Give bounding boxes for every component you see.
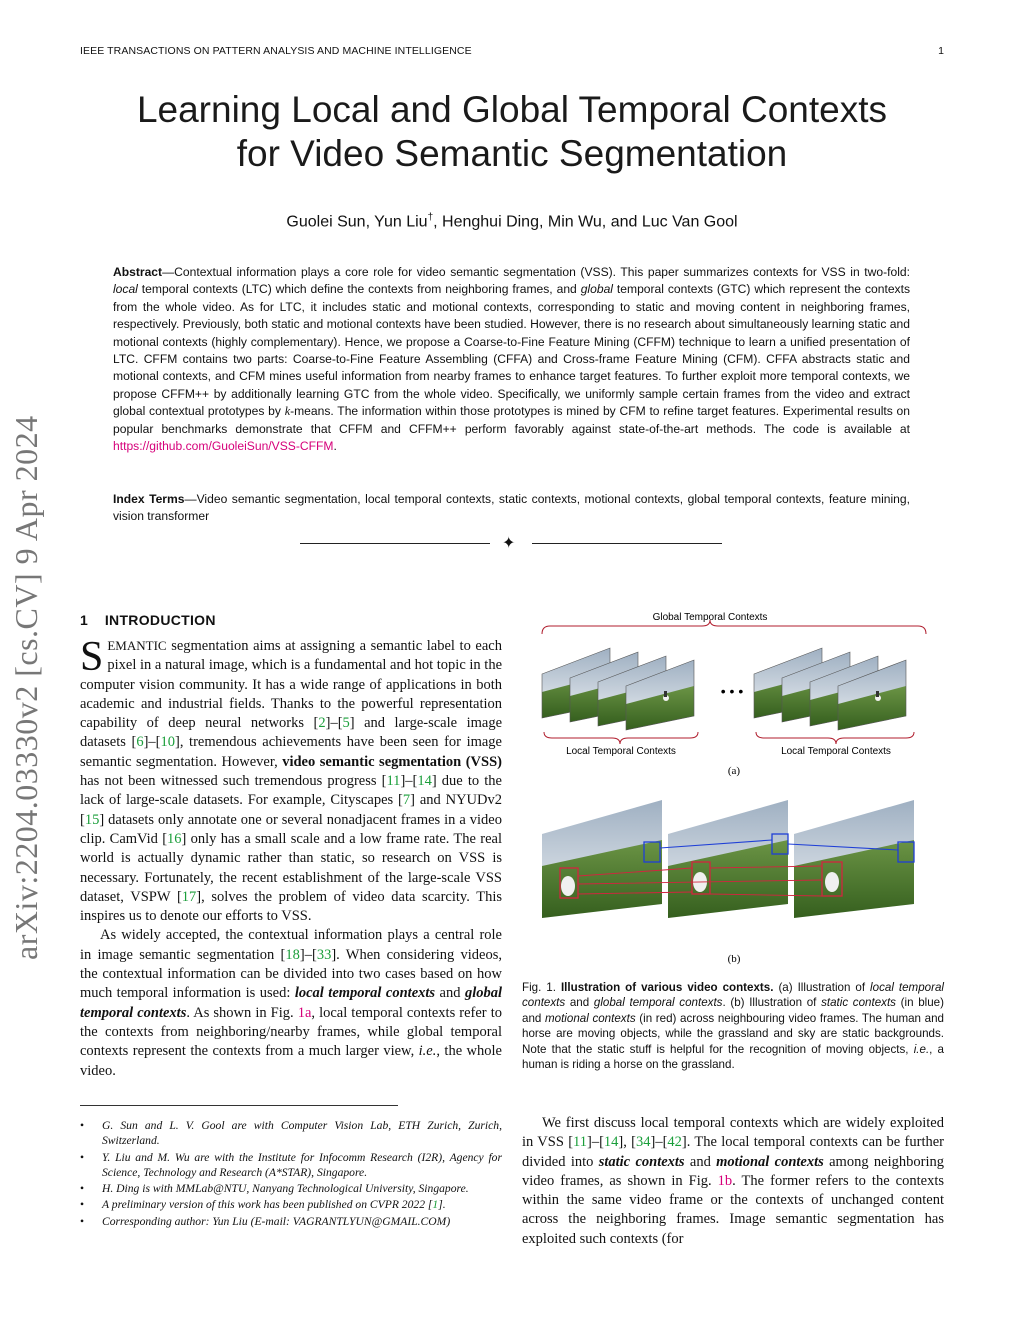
intro-paragraph-3: We first discuss local temporal contexts which are widely exploited in VSS [11]–[14], [34]–[42]. The local temporal contexts can be further divided into static contexts and motional contexts among neighboring video frames, as shown in Fig. 1b. The former refers to the contexts within the same video frame or the contexts of unchanged content across the neighboring frames. Image semantic segmentation has exploited such contexts (for (522, 1115, 944, 1247)
frame-b-2 (668, 800, 788, 918)
footnote-item: • Y. Liu and M. Wu are with the Institute for Infocomm Research (I2R), Agency for Science, Technology and Research (A*STAR), Singapore. (102, 1150, 502, 1181)
horse-rider-icon (825, 872, 839, 892)
global-contexts-label: Global Temporal Contexts (652, 612, 768, 623)
separator-line-left (300, 543, 490, 544)
intro-paragraph-1: SEMANTIC segmentation aims at assigning a semantic label to each pixel in a natural image, which is a fundamental and hot topic in the computer vision community. It has a wide range of applications in both academic and industrial fields. Thanks to the powerful representation capability of deep neural networks [2]–[5] and large-scale image datasets [6]–[10], tremendous achievements have been seen for image semantic segmentation. However, video semantic segmentation (VSS) has not been witnessed such tremendous progress [11]–[14] due to the lack of large-scale datasets. For example, Cityscapes [7] and NYUDv2 [15] datasets only annotate one or several nonadjacent frames in a video clip. CamVid [16] only has a small scale and a low frame rate. The real world is actually dynamic rather than static, so research on VSS is necessary. Fortunately, the recent establishment of the large-scale VSS dataset, VSPW [17], solves the problem of video data scarcity. This inspires us to denote our efforts to VSS. (80, 634, 503, 925)
intro-right-column (522, 1114, 944, 1249)
index-terms: Index Terms—Video semantic segmentation, local temporal contexts, static contexts, motional contexts, global temporal contexts, feature mining, vision transformer (113, 492, 910, 524)
local-contexts-label-right: Local Temporal Contexts (781, 746, 891, 757)
abstract: Abstract—Contextual information plays a core role for video semantic segmentation (VSS). This paper summarizes contexts for VSS in two-fold: local temporal contexts (LTC) which define the contexts from neighboring frames, and global temporal contexts (GTC) which represent the contexts from the whole video. As for LTC, it includes static and motional contexts, corresponding to static and moving content in neighboring frames, respectively. Previously, both static and motional contexts have been studied. However, there is no research about simultaneously learning static and motional contexts (highly complementary). Hence, we propose a Coarse-to-Fine Feature Mining (CFFM) technique to learn a unified presentation of LTC. CFFM contains two parts: Coarse-to-Fine Feature Assembling (CFFA) and Cross-frame Feature Mining (CFM). CFFA abstracts static and motional contexts, and CFM mines useful information from nearby frames to enhance target features. To further exploit more temporal contexts, we propose CFFM++ by additionally learning GTC from the whole video. Specifically, we uniformly sample certain frames from the video and extract global contextual prototypes by k-means. The information within those prototypes is mined by CFM to refine target features. Experimental results on popular benchmarks demonstrate that CFFM and CFFM++ perform favorably against state-of-the-art methods. The code is available at https://github.com/GuoleiSun/VSS-CFFM. (113, 265, 910, 454)
footnote-rule (80, 1105, 398, 1106)
running-header: IEEE TRANSACTIONS ON PATTERN ANALYSIS AND MACHINE INTELLIGENCE (80, 45, 472, 57)
footnote-item: • A preliminary version of this work has been published on CVPR 2022 [1]. (102, 1197, 502, 1212)
paper-title (80, 88, 944, 176)
dagger-mark: † (427, 212, 434, 223)
author-list: Guolei Sun, Yun Liu†, Henghui Ding, Min Wu, and Luc Van Gool (286, 212, 738, 231)
dropcap: S (80, 634, 104, 680)
local-contexts-label-left: Local Temporal Contexts (566, 746, 676, 757)
title-line-2: for Video Semantic Segmentation (236, 133, 788, 174)
separator-star-icon: ✦ (502, 535, 516, 552)
abstract-label: Abstract (113, 265, 163, 279)
section-heading: 1 INTRODUCTION (80, 612, 216, 628)
title-line-1: Learning Local and Global Temporal Contexts (136, 89, 888, 130)
footnote-item: • H. Ding is with MMLab@NTU, Nanyang Technological University, Singapore. (102, 1181, 502, 1196)
separator-line-right (532, 543, 722, 544)
code-link[interactable]: https://github.com/GuoleiSun/VSS-CFFM (113, 439, 334, 454)
horse-rider-icon (561, 876, 575, 896)
intro-left-column (80, 636, 502, 1081)
subfigure-a-label: (a) (727, 765, 741, 777)
footnote-item: • Corresponding author: Yun Liu (E-mail: VAGRANTLYUN@GMAIL.COM) (102, 1214, 502, 1229)
section-separator (300, 535, 724, 555)
ellipsis-icon: • • • (720, 683, 744, 699)
arxiv-stamp[interactable]: arXiv:2204.03330v2 [cs.CV] 9 Apr 2024 (8, 415, 44, 960)
figure-1-caption: Fig. 1. Illustration of various video contexts. (a) Illustration of local temporal contexts and global temporal contexts. (b) Illustration of static contexts (in blue) and motional contexts (in red) across neighbouring video frames. The human and horse are moving objects, while the grassland and sky are static backgrounds. Note that the static stuff is helpful for the recognition of moving objects, i.e., a human is riding a horse on the grassland. (522, 981, 945, 1072)
frame-b-3 (794, 800, 914, 918)
subfigure-b-label: (b) (727, 953, 741, 965)
page-number: 1 (938, 45, 944, 57)
figure-1 (522, 604, 946, 974)
index-terms-label: Index Terms (113, 492, 185, 506)
footnotes (80, 1118, 502, 1230)
footnote-item: • G. Sun and L. V. Gool are with Computer Vision Lab, ETH Zurich, Zurich, Switzerland. (102, 1118, 502, 1149)
figure-1-illustration (522, 604, 946, 974)
intro-paragraph-2: As widely accepted, the contextual information plays a central role in image semantic segmentation [18]–[33]. When considering videos, the contextual information can be divided into two cases based on how much temporal information is used: local temporal contexts and global temporal contexts. As shown in Fig. 1a, local temporal contexts refer to the contexts from neighboring/nearby frames, while global temporal contexts represent the contexts from a much larger view, i.e., the whole video. (80, 927, 503, 1079)
